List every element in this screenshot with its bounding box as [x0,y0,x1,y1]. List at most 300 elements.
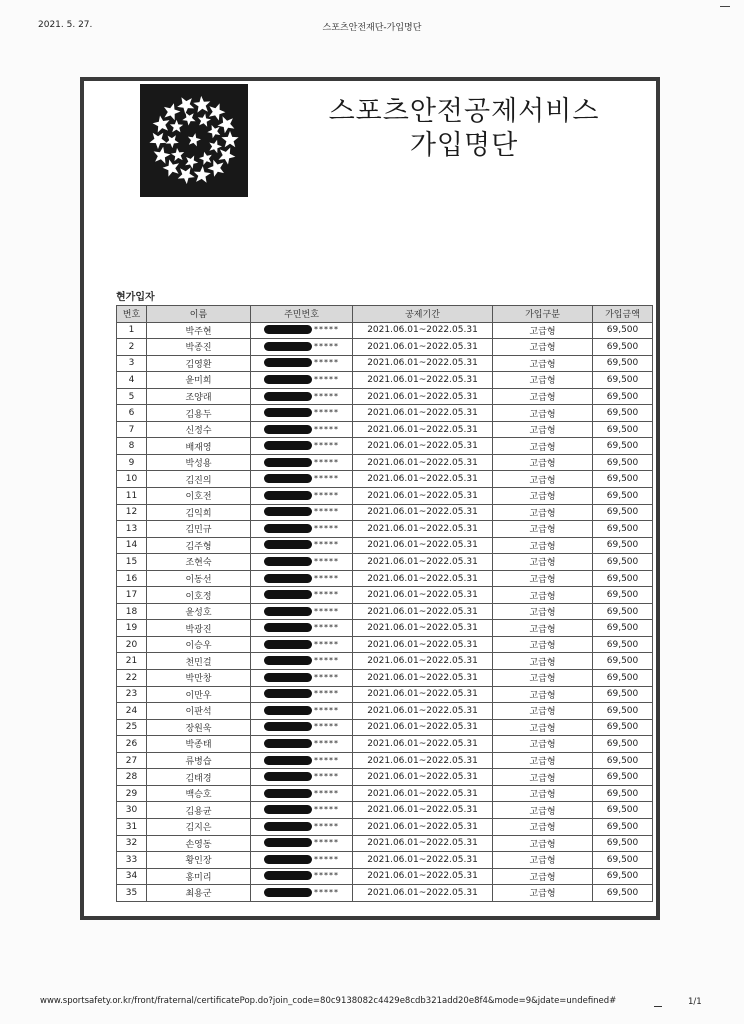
cell-id [251,802,353,819]
cell-id [251,521,353,538]
cell-amount: 69,500 [593,521,653,538]
cell-no: 18 [117,603,147,620]
table-row [117,868,653,885]
cell-period: 2021.06.01~2022.05.31 [353,587,493,604]
cell-amount: 69,500 [593,868,653,885]
section-label: 현가입자 [116,292,155,303]
table-row [117,421,653,438]
cell-no: 9 [117,454,147,471]
cell-type: 고급형 [493,769,593,786]
redaction-mark [264,722,312,731]
table-row [117,587,653,604]
redaction-mark [264,689,312,698]
cell-period: 2021.06.01~2022.05.31 [353,670,493,687]
masked-id-suffix: ***** [314,738,339,748]
cell-name: 박주현 [147,322,251,339]
table-row [117,636,653,653]
cell-no: 28 [117,769,147,786]
cell-type: 고급형 [493,752,593,769]
cell-no: 1 [117,322,147,339]
cell-period: 2021.06.01~2022.05.31 [353,785,493,802]
cell-id [251,322,353,339]
cell-period: 2021.06.01~2022.05.31 [353,355,493,372]
table-row [117,322,653,339]
cell-no: 25 [117,719,147,736]
cell-type: 고급형 [493,488,593,505]
cell-no: 17 [117,587,147,604]
cell-period: 2021.06.01~2022.05.31 [353,372,493,389]
cell-period: 2021.06.01~2022.05.31 [353,603,493,620]
redaction-mark [264,540,312,549]
cell-amount: 69,500 [593,769,653,786]
cell-type: 고급형 [493,620,593,637]
cell-period: 2021.06.01~2022.05.31 [353,703,493,720]
redaction-mark [264,590,312,599]
cell-type: 고급형 [493,421,593,438]
cell-type: 고급형 [493,703,593,720]
cell-id [251,339,353,356]
table-row [117,537,653,554]
table-row [117,355,653,372]
table-row [117,488,653,505]
cell-id [251,405,353,422]
cell-id [251,554,353,571]
redaction-mark [264,474,312,483]
cell-period: 2021.06.01~2022.05.31 [353,537,493,554]
cell-period: 2021.06.01~2022.05.31 [353,388,493,405]
cell-type: 고급형 [493,438,593,455]
document-title [314,95,614,163]
cell-amount: 69,500 [593,504,653,521]
cell-no: 6 [117,405,147,422]
cell-type: 고급형 [493,885,593,902]
masked-id-suffix: ***** [314,441,339,451]
cell-type: 고급형 [493,818,593,835]
cell-no: 12 [117,504,147,521]
cell-id [251,587,353,604]
masked-id-suffix: ***** [314,507,339,517]
cell-period: 2021.06.01~2022.05.31 [353,471,493,488]
redaction-mark [264,458,312,467]
table-row [117,372,653,389]
cell-type: 고급형 [493,504,593,521]
redaction-mark [264,325,312,334]
cell-type: 고급형 [493,868,593,885]
redaction-mark [264,342,312,351]
cell-no: 16 [117,570,147,587]
table-row [117,818,653,835]
cell-name: 신정수 [147,421,251,438]
footer-dash [654,1006,662,1007]
col-header-name: 이름 [147,306,251,323]
footer-page-number: 1/1 [688,997,702,1007]
cell-no: 11 [117,488,147,505]
cell-type: 고급형 [493,587,593,604]
cell-type: 고급형 [493,322,593,339]
cell-name: 김용두 [147,405,251,422]
cell-amount: 69,500 [593,835,653,852]
table-row [117,719,653,736]
redaction-mark [264,871,312,880]
cell-period: 2021.06.01~2022.05.31 [353,570,493,587]
cell-amount: 69,500 [593,438,653,455]
cell-amount: 69,500 [593,603,653,620]
table-row [117,802,653,819]
cell-amount: 69,500 [593,686,653,703]
cell-id [251,603,353,620]
cell-id [251,736,353,753]
cell-id [251,852,353,869]
cell-name: 김용균 [147,802,251,819]
redaction-mark [264,640,312,649]
masked-id-suffix: ***** [314,590,339,600]
cell-period: 2021.06.01~2022.05.31 [353,339,493,356]
cell-amount: 69,500 [593,405,653,422]
masked-id-suffix: ***** [314,722,339,732]
masked-id-suffix: ***** [314,424,339,434]
cell-id [251,570,353,587]
redaction-mark [264,888,312,897]
table-row [117,835,653,852]
redaction-mark [264,557,312,566]
cell-period: 2021.06.01~2022.05.31 [353,438,493,455]
cell-id [251,835,353,852]
redaction-mark [264,408,312,417]
masked-id-suffix: ***** [314,523,339,533]
cell-name: 이만우 [147,686,251,703]
cell-no: 10 [117,471,147,488]
cell-no: 2 [117,339,147,356]
masked-id-suffix: ***** [314,705,339,715]
cell-amount: 69,500 [593,670,653,687]
masked-id-suffix: ***** [314,391,339,401]
corner-mark [720,6,730,7]
masked-id-suffix: ***** [314,341,339,351]
cell-name: 김진의 [147,471,251,488]
table-row [117,339,653,356]
cell-amount: 69,500 [593,537,653,554]
cell-type: 고급형 [493,570,593,587]
cell-type: 고급형 [493,835,593,852]
masked-id-suffix: ***** [314,556,339,566]
cell-no: 30 [117,802,147,819]
cell-amount: 69,500 [593,785,653,802]
cell-no: 29 [117,785,147,802]
cell-amount: 69,500 [593,372,653,389]
masked-id-suffix: ***** [314,639,339,649]
masked-id-suffix: ***** [314,540,339,550]
redaction-mark [264,607,312,616]
table-row [117,785,653,802]
cell-no: 31 [117,818,147,835]
cell-id [251,752,353,769]
cell-no: 24 [117,703,147,720]
cell-amount: 69,500 [593,885,653,902]
cell-period: 2021.06.01~2022.05.31 [353,802,493,819]
document-title-line1: 스포츠안전공제서비스 [328,96,600,127]
redaction-mark [264,789,312,798]
cell-name: 천민걸 [147,653,251,670]
star-figures-circle-logo-icon [140,84,248,197]
redaction-mark [264,524,312,533]
cell-period: 2021.06.01~2022.05.31 [353,653,493,670]
cell-type: 고급형 [493,521,593,538]
table-row [117,752,653,769]
table-row [117,405,653,422]
cell-amount: 69,500 [593,388,653,405]
col-header-id: 주민번호 [251,306,353,323]
cell-id [251,438,353,455]
cell-name: 박광진 [147,620,251,637]
cell-id [251,388,353,405]
redaction-mark [264,623,312,632]
cell-no: 32 [117,835,147,852]
cell-type: 고급형 [493,852,593,869]
cell-name: 이호정 [147,587,251,604]
table-row [117,554,653,571]
masked-id-suffix: ***** [314,374,339,384]
cell-name: 김민규 [147,521,251,538]
table-row [117,670,653,687]
masked-id-suffix: ***** [314,871,339,881]
cell-id [251,670,353,687]
redaction-mark [264,855,312,864]
cell-name: 윤미희 [147,372,251,389]
cell-name: 김태경 [147,769,251,786]
cell-name: 배재영 [147,438,251,455]
redaction-mark [264,574,312,583]
cell-id [251,636,353,653]
cell-no: 5 [117,388,147,405]
masked-id-suffix: ***** [314,755,339,765]
table-row [117,885,653,902]
cell-name: 조양래 [147,388,251,405]
cell-name: 손영동 [147,835,251,852]
cell-type: 고급형 [493,537,593,554]
cell-type: 고급형 [493,355,593,372]
cell-period: 2021.06.01~2022.05.31 [353,322,493,339]
cell-period: 2021.06.01~2022.05.31 [353,636,493,653]
masked-id-suffix: ***** [314,474,339,484]
cell-id [251,868,353,885]
table-row [117,852,653,869]
redaction-mark [264,392,312,401]
table-row [117,454,653,471]
cell-period: 2021.06.01~2022.05.31 [353,736,493,753]
cell-name: 박종진 [147,339,251,356]
cell-id [251,471,353,488]
redaction-mark [264,656,312,665]
cell-id [251,537,353,554]
cell-type: 고급형 [493,670,593,687]
cell-type: 고급형 [493,686,593,703]
table-row [117,570,653,587]
cell-type: 고급형 [493,736,593,753]
redaction-mark [264,739,312,748]
cell-name: 장원욱 [147,719,251,736]
masked-id-suffix: ***** [314,689,339,699]
masked-id-suffix: ***** [314,772,339,782]
masked-id-suffix: ***** [314,573,339,583]
col-header-type: 가입구분 [493,306,593,323]
cell-no: 13 [117,521,147,538]
cell-name: 류병습 [147,752,251,769]
cell-type: 고급형 [493,405,593,422]
cell-period: 2021.06.01~2022.05.31 [353,421,493,438]
cell-amount: 69,500 [593,554,653,571]
table-row [117,388,653,405]
masked-id-suffix: ***** [314,805,339,815]
cell-id [251,785,353,802]
masked-id-suffix: ***** [314,623,339,633]
redaction-mark [264,756,312,765]
cell-id [251,421,353,438]
col-header-period: 공제기간 [353,306,493,323]
cell-no: 23 [117,686,147,703]
cell-id [251,504,353,521]
cell-no: 33 [117,852,147,869]
cell-amount: 69,500 [593,653,653,670]
cell-amount: 69,500 [593,421,653,438]
cell-period: 2021.06.01~2022.05.31 [353,852,493,869]
cell-name: 홍미리 [147,868,251,885]
cell-amount: 69,500 [593,570,653,587]
table-row [117,653,653,670]
cell-amount: 69,500 [593,736,653,753]
masked-id-suffix: ***** [314,854,339,864]
cell-no: 15 [117,554,147,571]
cell-name: 황인장 [147,852,251,869]
masked-id-suffix: ***** [314,788,339,798]
table-row [117,736,653,753]
cell-id [251,818,353,835]
table-row [117,603,653,620]
footer-url: www.sportsafety.or.kr/front/fraternal/certificatePop.do?join_code=80c9138082c4429e8cdb321add20e8f4&mode=9&jdate=undefined# [40,996,617,1006]
cell-period: 2021.06.01~2022.05.31 [353,488,493,505]
table-header-row [117,306,653,323]
cell-id [251,885,353,902]
cell-no: 8 [117,438,147,455]
cell-id [251,372,353,389]
cell-name: 김주형 [147,537,251,554]
col-header-amount: 가입금액 [593,306,653,323]
cell-amount: 69,500 [593,802,653,819]
cell-type: 고급형 [493,372,593,389]
redaction-mark [264,425,312,434]
member-table [116,305,653,902]
redaction-mark [264,822,312,831]
cell-type: 고급형 [493,636,593,653]
cell-amount: 69,500 [593,322,653,339]
cell-amount: 69,500 [593,818,653,835]
cell-amount: 69,500 [593,488,653,505]
redaction-mark [264,673,312,682]
table-row [117,769,653,786]
cell-no: 26 [117,736,147,753]
masked-id-suffix: ***** [314,838,339,848]
cell-name: 이판석 [147,703,251,720]
cell-period: 2021.06.01~2022.05.31 [353,405,493,422]
document-title-line2: 가입명단 [409,130,519,161]
masked-id-suffix: ***** [314,325,339,335]
cell-amount: 69,500 [593,620,653,637]
cell-period: 2021.06.01~2022.05.31 [353,620,493,637]
cell-amount: 69,500 [593,752,653,769]
cell-no: 35 [117,885,147,902]
cell-no: 3 [117,355,147,372]
redaction-mark [264,805,312,814]
cell-amount: 69,500 [593,454,653,471]
cell-period: 2021.06.01~2022.05.31 [353,769,493,786]
redaction-mark [264,375,312,384]
cell-name: 김영환 [147,355,251,372]
table-row [117,620,653,637]
cell-id [251,703,353,720]
cell-period: 2021.06.01~2022.05.31 [353,885,493,902]
masked-id-suffix: ***** [314,358,339,368]
cell-amount: 69,500 [593,339,653,356]
cell-period: 2021.06.01~2022.05.31 [353,521,493,538]
cell-id [251,488,353,505]
cell-name: 박만창 [147,670,251,687]
redaction-mark [264,772,312,781]
cell-type: 고급형 [493,785,593,802]
table-row [117,703,653,720]
cell-id [251,355,353,372]
cell-type: 고급형 [493,454,593,471]
table-row [117,686,653,703]
masked-id-suffix: ***** [314,672,339,682]
table-row [117,521,653,538]
table-row [117,471,653,488]
cell-name: 김익희 [147,504,251,521]
cell-period: 2021.06.01~2022.05.31 [353,719,493,736]
cell-no: 7 [117,421,147,438]
table-row [117,438,653,455]
cell-name: 조현숙 [147,554,251,571]
cell-id [251,454,353,471]
table-row [117,504,653,521]
cell-amount: 69,500 [593,703,653,720]
cell-no: 21 [117,653,147,670]
redaction-mark [264,491,312,500]
cell-type: 고급형 [493,339,593,356]
cell-no: 22 [117,670,147,687]
cell-type: 고급형 [493,388,593,405]
cell-id [251,686,353,703]
cell-amount: 69,500 [593,587,653,604]
cell-name: 백승호 [147,785,251,802]
cell-id [251,620,353,637]
cell-period: 2021.06.01~2022.05.31 [353,835,493,852]
cell-name: 김지은 [147,818,251,835]
masked-id-suffix: ***** [314,887,339,897]
redaction-mark [264,838,312,847]
cell-amount: 69,500 [593,471,653,488]
cell-name: 이동선 [147,570,251,587]
masked-id-suffix: ***** [314,408,339,418]
cell-no: 4 [117,372,147,389]
cell-no: 27 [117,752,147,769]
cell-name: 이승우 [147,636,251,653]
col-header-no: 번호 [117,306,147,323]
cell-name: 박성용 [147,454,251,471]
cell-amount: 69,500 [593,719,653,736]
cell-type: 고급형 [493,554,593,571]
cell-period: 2021.06.01~2022.05.31 [353,752,493,769]
cell-no: 19 [117,620,147,637]
cell-name: 윤성호 [147,603,251,620]
